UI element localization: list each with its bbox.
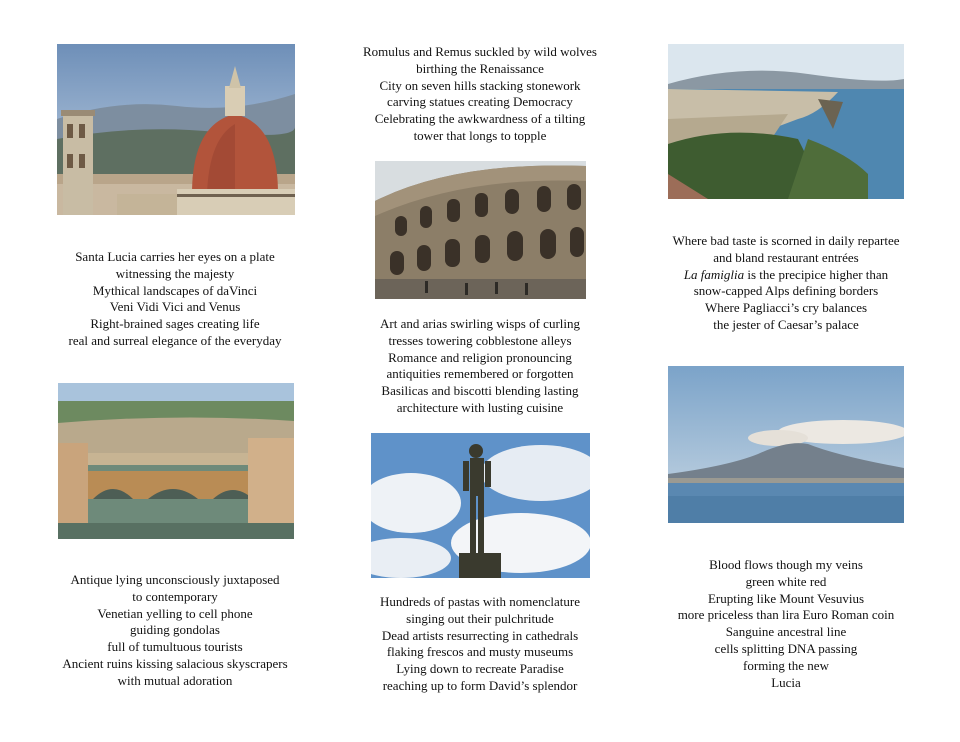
stanza-left-mid (30, 249, 320, 350)
stanza-line: Lying down to recreate Paradise (396, 661, 564, 677)
stanza-line: Hundreds of pastas with nomenclature (379, 594, 580, 609)
stanza-line: singing out their pulchritude (406, 610, 554, 626)
stanza-line: City on seven hills stacking stonework (379, 77, 581, 93)
stanza-line: Romance and religion pronouncing (388, 349, 572, 365)
stanza-center-mid (335, 316, 625, 417)
stanza-line: Romulus and Remus suckled by wild wolves (363, 44, 597, 59)
stanza-line: Celebrating the awkwardness of a tilting (374, 111, 586, 127)
ponte-vecchio-photo (58, 383, 294, 539)
stanza-line: tresses towering cobblestone alleys (388, 332, 572, 348)
stanza-line: green white red (745, 573, 827, 589)
stanza-line: Lucia (771, 674, 801, 690)
stanza-line: and bland restaurant entrées (713, 249, 859, 265)
stanza-line: Basilicas and biscotti blending lasting (381, 383, 579, 399)
stanza-right-bottom (640, 557, 932, 691)
stanza-line: Santa Lucia carries her eyes on a plate (75, 249, 275, 264)
stanza-line: witnessing the majesty (115, 265, 235, 281)
stanza-line: flaking frescos and musty museums (386, 644, 574, 660)
stanza-line: the jester of Caesar’s palace (713, 316, 859, 332)
stanza-line: Venetian yelling to cell phone (97, 605, 253, 621)
stanza-line: guiding gondolas (130, 622, 220, 638)
stanza-top-center (335, 44, 625, 145)
stanza-line: antiquities remembered or forgotten (386, 366, 574, 382)
stanza-line: Where Pagliacci’s cry balances (704, 300, 868, 316)
stanza-line-rest: is the precipice higher than (744, 266, 889, 282)
stanza-line: Veni Vidi Vici and Venus (109, 299, 241, 315)
stanza-line: carving statues creating Democracy (387, 94, 573, 110)
stanza-line: more priceless than lira Euro Roman coin (677, 607, 895, 623)
stanza-line: with mutual adoration (117, 672, 233, 688)
stanza-line: Blood flows though my veins (709, 557, 863, 572)
stanza-line: tower that longs to topple (413, 127, 547, 143)
stanza-left-bottom (30, 572, 320, 690)
stanza-line: birthing the Renaissance (416, 60, 544, 76)
stanza-line: Mythical landscapes of daVinci (92, 282, 258, 298)
stanza-line: cells splitting DNA passing (714, 640, 858, 656)
stanza-line: Right-brained sages creating life (90, 316, 260, 332)
stanza-center-bottom (335, 594, 625, 695)
stanza-line: Where bad taste is scorned in daily repartee (672, 233, 900, 248)
stanza-line: architecture with lusting cuisine (396, 399, 564, 415)
vesuvius-photo (668, 366, 904, 523)
stanza-line: Erupting like Mount Vesuvius (707, 590, 865, 606)
stanza-line: to contemporary (132, 588, 218, 604)
stanza-line: reaching up to form David’s splendor (382, 677, 578, 693)
stanza-line: Ancient ruins kissing salacious skyscrapers (62, 655, 288, 671)
stanza-line (640, 267, 932, 284)
stanza-line: full of tumultuous tourists (107, 639, 243, 655)
stanza-line: real and surreal elegance of the everyday (68, 332, 282, 348)
stanza-right-mid (640, 233, 932, 334)
stanza-line: Dead artists resurrecting in cathedrals (381, 627, 579, 643)
stanza-line: Antique lying unconsciously juxtaposed (70, 572, 280, 587)
amalfi-coast-photo (668, 44, 904, 199)
italic-phrase: La famiglia (683, 266, 745, 282)
david-statue-photo (371, 433, 590, 578)
stanza-line: snow-capped Alps defining borders (693, 283, 879, 299)
stanza-line: forming the new (743, 657, 829, 673)
colosseum-photo (375, 161, 586, 299)
florence-duomo-photo (57, 44, 295, 215)
stanza-line: Sanguine ancestral line (725, 624, 847, 640)
stanza-line: Art and arias swirling wisps of curling (379, 316, 581, 331)
